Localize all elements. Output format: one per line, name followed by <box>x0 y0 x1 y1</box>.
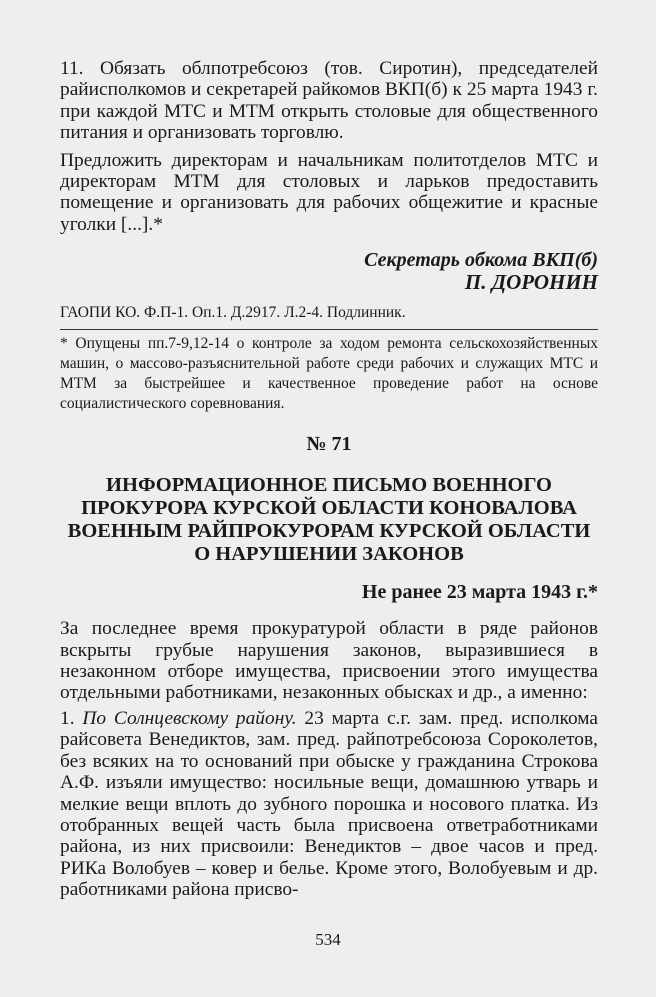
paragraph-item-1 <box>60 708 598 901</box>
paragraph-proposal: Предложить директорам и начальникам политотделов МТС и директорам МТМ для столовых и ларьков предоставить помещение и организовать для рабочих общежитие и красные уголки [...].* <box>60 149 598 235</box>
item-1-number: 1. <box>60 707 75 729</box>
document-date: Не ранее 23 марта 1943 г.* <box>361 581 598 604</box>
signature-title: Секретарь обкома ВКП(б) <box>364 249 598 272</box>
paragraph-intro: За последнее время прокуратурой области в ряде районов вскрыты грубые нарушения законов, выразившиеся в незаконном отборе имущества, присвоении этого имущества отдельными работниками, незаконных обысках и др., а именно: <box>60 618 598 704</box>
item-1-district: По Солнцевскому району. <box>82 707 297 729</box>
signature-name: П. ДОРОНИН <box>464 270 598 295</box>
footnote: * Опущены пп.7-9,12-14 о контроле за ходом ремонта сельскохозяйственных машин, о массово-разъяснительной работе среди рабочих и служащих МТС и МТМ за быстрейшее и качественное проведение работ на основе социалистического соревнования. <box>60 335 598 413</box>
document-number: № 71 <box>306 433 352 456</box>
document-title: ИНФОРМАЦИОННОЕ ПИСЬМО ВОЕННОГО ПРОКУРОРА КУРСКОЙ ОБЛАСТИ КОНОВАЛОВА ВОЕННЫМ РАЙПРОКУРОРАМ КУРСКОЙ ОБЛАСТИ О НАРУШЕНИИ ЗАКОНОВ <box>67 474 591 566</box>
item-1-text: 23 марта с.г. зам. пред. исполкома райсовета Венедиктов, зам. пред. райпотребсоюза Сороколетов, без всяких на то оснований при обыске у гражданина Строкова А.Ф. изъяли имущество: носильные вещи, домашнюю утварь и мелкие вещи вплоть до зубного порошка и носового платка. Из отобранных вещей часть была присвоена ответработниками района, из них присвоили: Венедиктов – двое часов и пред. РИКа Волобуев – ковер и белье. Кроме этого, Волобуевым и др. работниками района присво- <box>60 707 599 901</box>
footnote-divider <box>60 329 598 330</box>
paragraph-item-11: 11. Обязать облпотребсоюз (тов. Сиротин), председателей райисполкомов и секретарей райкомов ВКП(б) к 25 марта 1943 г. при каждой МТС и МТМ открыть столовые для общественного питания и организовать торговлю. <box>60 58 598 144</box>
archive-reference: ГАОПИ КО. Ф.П-1. Оп.1. Д.2917. Л.2-4. Подлинник. <box>60 304 406 322</box>
page-number: 534 <box>315 930 341 949</box>
